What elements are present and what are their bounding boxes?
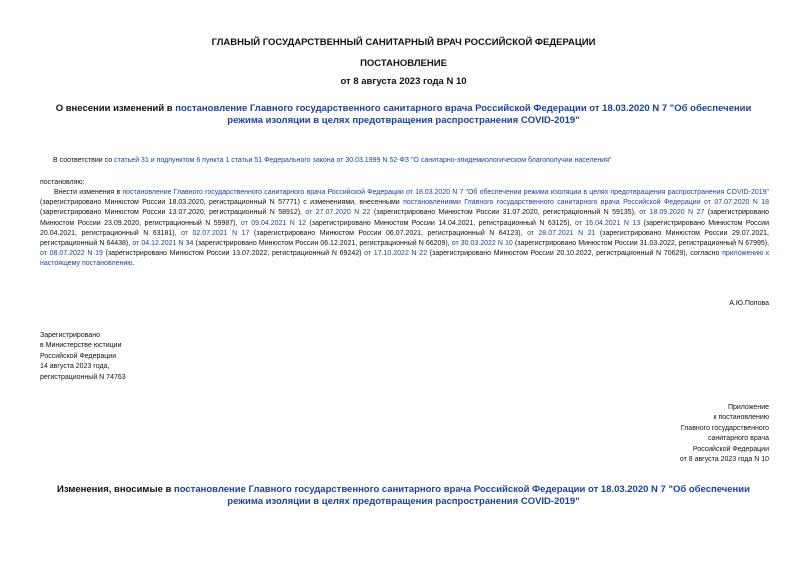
body-text-7: (зарегистрировано Минюстом России 20.04.2021, регистрационный N 63181),	[40, 219, 769, 237]
body-text-11: (зарегистрировано Минюстом России 31.03.2022, регистрационный N 67995),	[512, 240, 770, 248]
appendix-line: Приложение	[727, 404, 769, 411]
body-link-decree-22[interactable]: от 27.07.2020 N 22	[305, 209, 371, 217]
body-text-13: (зарегистрировано Минюстом России 20.10.2022, регистрационный N 70629), согласно	[427, 250, 723, 258]
body-text-12: (зарегистрировано Минюстом России 13.07.2022, регистрационный N 69242)	[102, 250, 365, 258]
signature: А.Ю.Попова	[729, 300, 769, 307]
body-text-14: .	[132, 260, 135, 268]
body-link-decree-7[interactable]: постановление Главного государственного санитарного врача Российской Федерации от 18.03.2020 N 7 "Об обеспечении режима изоляции в целях предотвращения распространения COVID-2019"	[122, 189, 769, 196]
changes-title-prefix: Изменения, вносимые в	[57, 484, 174, 495]
body-link-decree-17[interactable]: от 02.07.2021 N 17	[181, 229, 250, 237]
body-text-4: (зарегистрировано Минюстом России 31.07.2020, регистрационный N 59135),	[370, 209, 640, 217]
body-link-decree-12[interactable]: от 09.04.2021 N 12	[240, 219, 306, 227]
registration-block	[40, 331, 240, 383]
registration-line: 14 августа 2023 года,	[40, 363, 110, 371]
body-link-decree-13[interactable]: от 16.04.2021 N 13	[575, 219, 641, 227]
registration-line: в Министерстве юстиции	[40, 342, 122, 350]
body-text-6: (зарегистрировано Минюстом России 14.04.2021, регистрационный N 63125),	[306, 219, 576, 227]
appendix-line: Главного государственного	[680, 424, 769, 432]
body-link-decree-10[interactable]: от 30.03.2022 N 10	[451, 240, 513, 248]
changes-title	[40, 484, 767, 508]
appendix-line: к постановлению	[713, 414, 769, 422]
body-link-decree-22-2022[interactable]: от 17.10.2022 N 22	[364, 250, 428, 258]
body-link-decree-34[interactable]: от 04.12.2021 N 34	[132, 240, 194, 248]
body-link-decree-18[interactable]: постановлениями Главного государственного санитарного врача Российской Федерации от 07.07.2020 N 18	[403, 199, 769, 207]
title-prefix: О внесении изменений в	[55, 103, 176, 114]
body-text-9: (зарегистрировано Минюстом России 29.07.2021, регистрационный N 64438),	[40, 229, 769, 248]
body-link-appendix[interactable]: приложению к настоящему постановлению	[40, 250, 770, 268]
body-text-1: Внести изменения в	[54, 189, 123, 196]
decree-word: постановляю:	[40, 179, 85, 186]
body-link-decree-19[interactable]: от 08.07.2022 N 19	[40, 250, 103, 258]
appendix-line: санитарного врача	[708, 435, 769, 443]
body-link-decree-27[interactable]: от 18.09.2020 N 27	[639, 209, 705, 217]
document-date-number: от 8 августа 2023 года N 10	[340, 76, 467, 87]
appendix-line: Российской Федерации	[692, 445, 769, 453]
registration-line: регистрационный N 74763	[40, 373, 126, 381]
body-link-decree-21[interactable]: от 28.07.2021 N 21	[527, 229, 596, 237]
title-link-decree-7[interactable]: постановление Главного государственного санитарного врача Российской Федерации от 18.03.2020 N 7 "Об обеспечении режима изоляции в целях предотвращения распространения COVID-2019"	[175, 103, 752, 126]
appendix-line: от 8 августа 2023 года N 10	[679, 456, 769, 464]
basis-prefix: В соответствии со	[53, 157, 115, 164]
appendix-block	[569, 403, 769, 465]
changes-title-link-decree-7[interactable]: постановление Главного государственного санитарного врача Российской Федерации от 18.03.2020 N 7 "Об обеспечении режима изоляции в целях предотвращения распространения COVID-2019"	[173, 484, 750, 507]
body-text-8: (зарегистрировано Минюстом России 06.07.2021, регистрационный N 64123),	[249, 229, 528, 237]
main-paragraph	[40, 188, 769, 270]
body-text-3: (зарегистрировано Минюстом России 13.07.2020, регистрационный N 58912),	[40, 209, 306, 217]
basis-link-federal-law[interactable]: статьей 31 и подпунктом 6 пункта 1 статьи 51 Федерального закона от 30.03.1999 N 52-ФЗ "О санитарно-эпидемиологическом благополучии населения"	[114, 157, 612, 164]
body-text-5: (зарегистрировано Минюстом России 23.09.2020, регистрационный N 59987),	[40, 209, 769, 227]
authority-heading: ГЛАВНЫЙ ГОСУДАРСТВЕННЫЙ САНИТАРНЫЙ ВРАЧ РОССИЙСКОЙ ФЕДЕРАЦИИ	[211, 37, 596, 48]
body-text-10: (зарегистрировано Минюстом России 06.12.2021, регистрационный N 66209),	[193, 240, 452, 248]
document-type-heading: ПОСТАНОВЛЕНИЕ	[360, 58, 447, 69]
registration-line: Российской Федерации	[40, 352, 117, 360]
document-title	[40, 103, 767, 127]
legal-basis-paragraph	[53, 156, 793, 166]
registration-line: Зарегистрировано	[40, 332, 100, 339]
body-text-2: (зарегистрировано Минюстом России 18.03.2020, регистрационный N 57771) с изменениями, внесенными	[40, 199, 404, 207]
